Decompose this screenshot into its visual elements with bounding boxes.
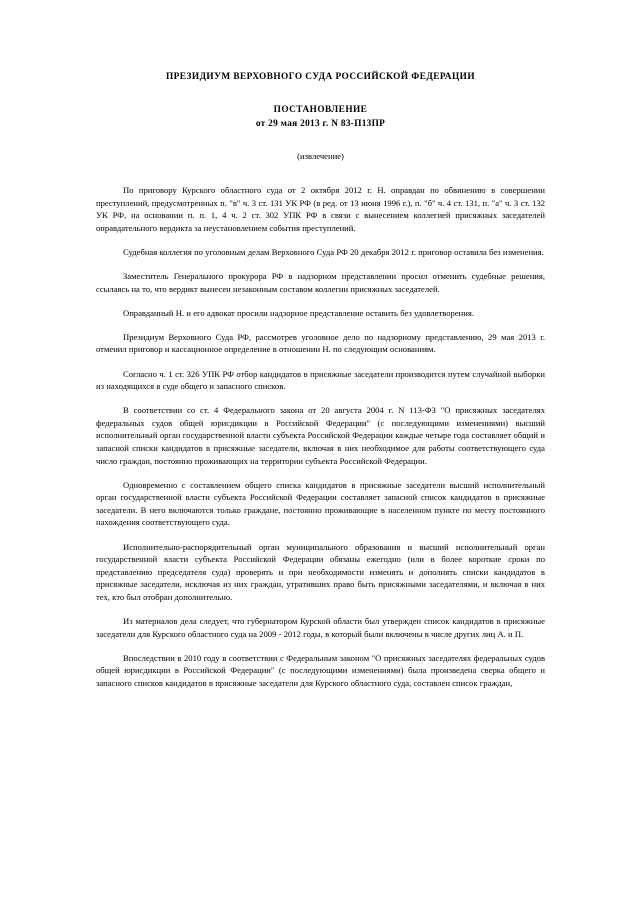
paragraph: Исполнительно-распорядительный орган муниципального образования и высший исполнительный орган государственной власти субъекта Российской Федерации обязаны ежегодно (или в более короткие сроки по представлению председателя суда) проверять и при необходимости изменять и дополнять списки кандидатов в присяжные заседатели, исключая из них граждан, утративших право быть присяжными заседателями, и включая в них тех, кто был отобран дополнительно. [96, 541, 545, 602]
document-content [96, 0, 545, 690]
issuing-authority: ПРЕЗИДИУМ ВЕРХОВНОГО СУДА РОССИЙСКОЙ ФЕДЕРАЦИИ [165, 72, 476, 82]
paragraph: В соответствии со ст. 4 Федерального закона от 20 августа 2004 г. N 113-ФЗ "О присяжных заседателях федеральных судов общей юрисдикции в Российской Федерации" (с последующими изменениями) высший исполнительный орган государственной власти субъекта Российской Федерации каждые четыре года составляет общий и запасной списки кандидатов в присяжные заседатели, включая в них необходимое для работы соответствующего суда число граждан, постоянно проживающих на территории субъекта Российской Федерации. [96, 405, 545, 466]
paragraph: По приговору Курского областного суда от 2 октября 2012 г. Н. оправдан по обвинению в совершении преступлений, предусмотренных п. "в" ч. 3 ст. 131 УК РФ (в ред. от 13 июня 1996 г.), п. "б" ч. 4 ст. 131, п. "а" ч. 3 ст. 132 УК РФ, на основании п. п. 1, 4 ч. 2 ст. 302 УПК РФ в связи с вынесением коллегией присяжных заседателей оправдательного вердикта за неустановлением события преступлений. [96, 185, 545, 233]
paragraph: Согласно ч. 1 ст. 326 УПК РФ отбор кандидатов в присяжные заседатели производится путем случайной выборки из находящихся в суде общего и запасного списков. [96, 368, 545, 392]
paragraph: Одновременно с составлением общего списка кандидатов в присяжные заседатели высший исполнительный орган государственной власти субъекта Российской Федерации составляет запасной список кандидатов в присяжные заседатели. В него включаются только граждане, постоянно проживающие в населенном пункте по месту постоянного нахождения соответствующего суда. [96, 479, 545, 528]
document-note: (извлечение) [297, 151, 344, 162]
paragraph: Президиум Верховного Суда РФ, рассмотрев уголовное дело по надзорному представлению, 29 мая 2013 г. отменил приговор и кассационное определение в отношении Н. по следующим основаниям. [96, 331, 545, 355]
paragraph: Из материалов дела следует, что губернатором Курской области был утвержден список кандидатов в присяжные заседатели для Курского областного суда на 2009 - 2012 годы, в который были включены в числе других лиц А. и П. [96, 616, 545, 639]
paragraph: Впоследствии в 2010 году в соответствии с Федеральным законом "О присяжных заседателях федеральных судов общей юрисдикции в Российской Федерации" (с последующими изменениями) была произведена сверка общего и запасного списков кандидатов в присяжные заседатели для Курского областного суда, составлен список граждан, [96, 652, 545, 688]
paragraph: Оправданный Н. и его адвокат просили надзорное представление оставить без удовлетворения. [123, 307, 474, 318]
paragraph: Судебная коллегия по уголовным делам Верховного Суда РФ 20 декабря 2012 г. приговор оставила без изменения. [123, 246, 544, 257]
document-body [96, 184, 545, 689]
document-kind: ПОСТАНОВЛЕНИЕ [273, 105, 368, 116]
document-header [96, 0, 545, 162]
paragraph: Заместитель Генерального прокурора РФ в надзорном представлении просил отменить судебные решения, ссылаясь на то, что вердикт вынесен незаконным составом коллегии присяжных заседателей. [96, 271, 545, 294]
document-number-and-date: от 29 мая 2013 г. N 83-П13ПР [255, 118, 386, 129]
